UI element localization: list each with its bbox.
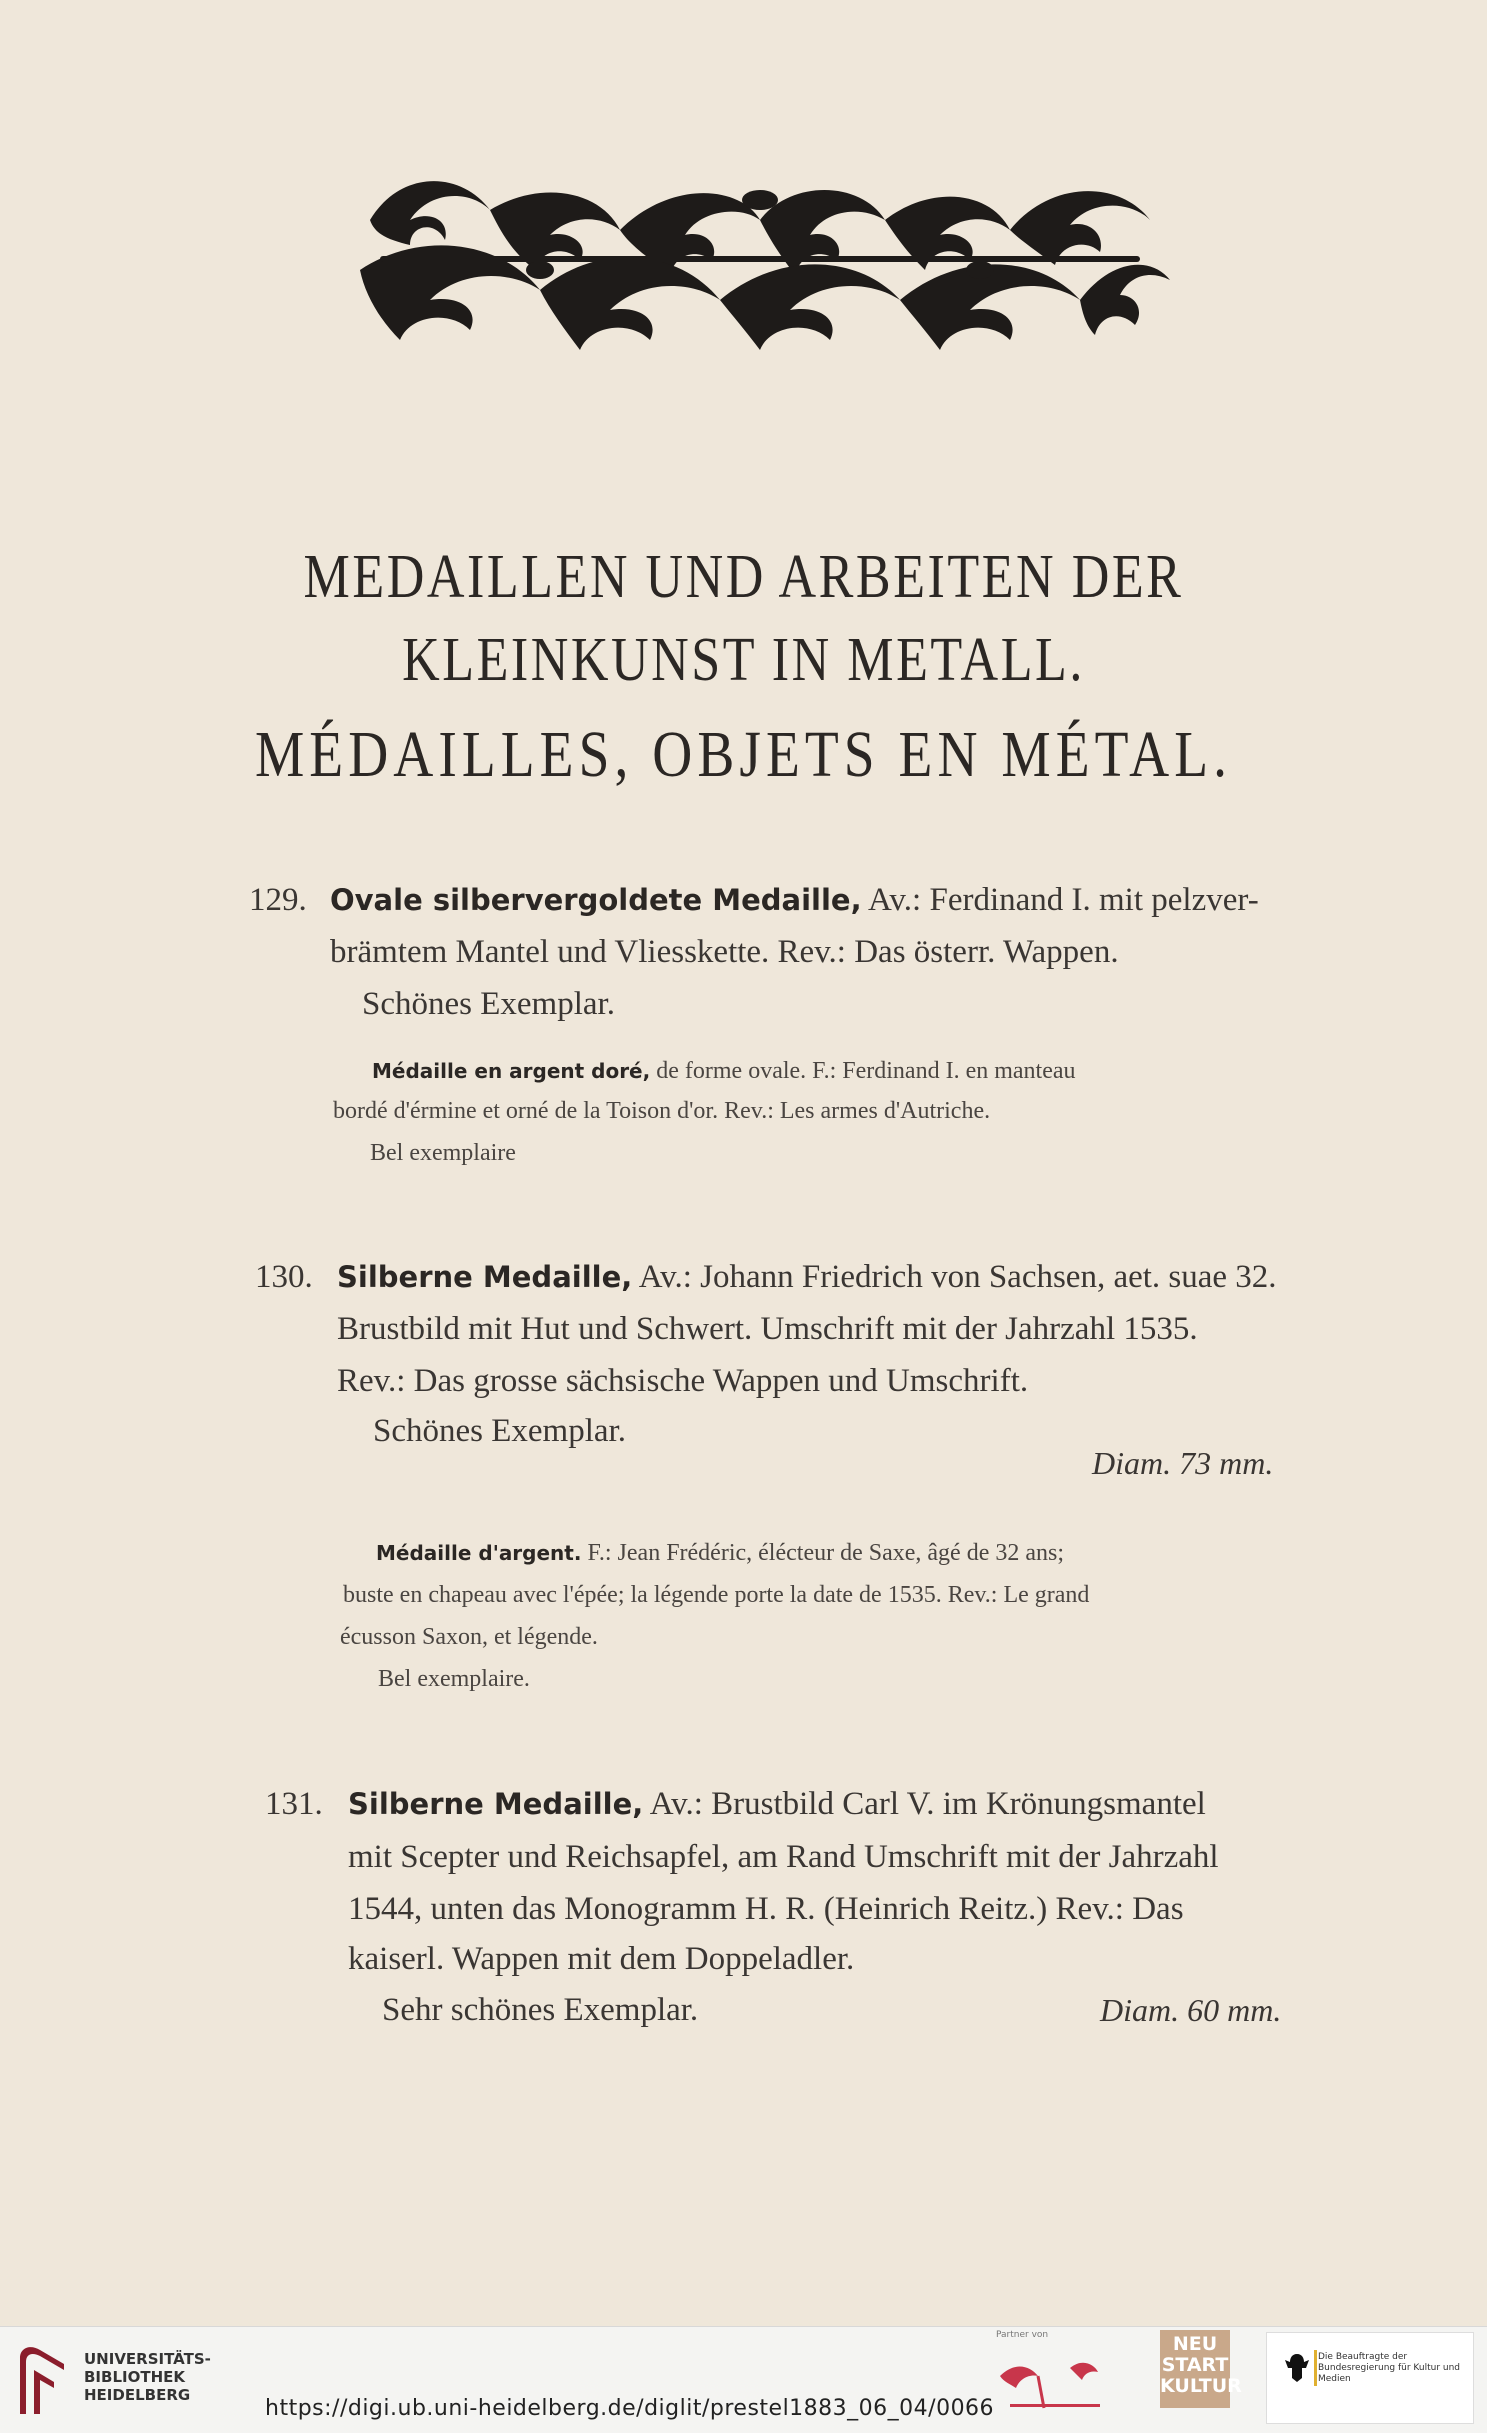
entry-text-line: kaiserl. Wappen mit dem Doppeladler.	[348, 1941, 855, 1977]
digital-library-logo-icon[interactable]	[990, 2346, 1130, 2416]
entry-number: 129.	[249, 882, 307, 918]
university-library-name[interactable]: UNIVERSITÄTS- BIBLIOTHEK HEIDELBERG	[84, 2350, 211, 2404]
university-logo-icon	[14, 2340, 70, 2420]
entry-french-title: Médaille en argent doré,	[372, 1059, 651, 1083]
entry-title: Ovale silbervergoldete Medaille,	[330, 883, 862, 917]
entry-text: Av.: Brustbild Carl V. im Krönungsmantel	[643, 1786, 1206, 1822]
entry-number: 131.	[265, 1786, 323, 1822]
page-url[interactable]: https://digi.ub.uni-heidelberg.de/diglit/prestel1883_06_04/0066	[265, 2396, 995, 2421]
entry-text-line: Bel exemplaire.	[378, 1666, 530, 1692]
entry-text-line: écusson Saxon, et légende.	[340, 1624, 598, 1650]
entry-text: Av.: Ferdinand I. mit pelzver-	[861, 882, 1259, 918]
entry-title: Silberne Medaille,	[348, 1787, 644, 1821]
heading-german-line2: KLEINKUNST IN METALL.	[402, 626, 1085, 694]
entry-number: 130.	[255, 1259, 313, 1295]
ornament-vignette	[340, 160, 1180, 360]
entry-text-line: Rev.: Das grosse sächsische Wappen und Umschrift.	[337, 1363, 1029, 1399]
entry-title: Silberne Medaille,	[337, 1260, 633, 1294]
entry-text-line: 1544, unten das Monogramm H. R. (Heinrich Reitz.) Rev.: Das	[348, 1891, 1184, 1927]
entry-french-title: Médaille d'argent.	[376, 1541, 582, 1565]
entry-text-line: Bel exemplaire	[370, 1140, 516, 1166]
entry-text-line: brämtem Mantel und Vliesskette. Rev.: Das österr. Wappen.	[330, 934, 1119, 970]
entry-text-line: Schönes Exemplar.	[373, 1413, 626, 1449]
entry-text-line	[337, 1250, 1277, 1305]
federal-eagle-icon	[1282, 2350, 1312, 2386]
entry-text-line: Médaille d'argent. F.: Jean Frédéric, élécteur de Saxe, âgé de 32 ans;	[376, 1540, 1065, 1566]
entry-text-line	[348, 1777, 1206, 1832]
neustart-kultur-label: NEU START KULTUR	[1160, 2333, 1242, 2397]
flag-stripe	[1314, 2350, 1317, 2386]
entry-text-line: mit Scepter und Reichsapfel, am Rand Umschrift mit der Jahrzahl	[348, 1839, 1219, 1875]
diameter-note: Diam. 73 mm.	[1092, 1445, 1274, 1481]
entry-text-line: Sehr schönes Exemplar.	[382, 1992, 699, 2028]
entry-text-line: buste en chapeau avec l'épée; la légende porte la date de 1535. Rev.: Le grand	[343, 1582, 1090, 1608]
heading-french: MÉDAILLES, OBJETS EN MÉTAL.	[254, 718, 1233, 791]
partner-label: Partner von	[996, 2330, 1049, 2340]
entry-text-line: Brustbild mit Hut und Schwert. Umschrift mit der Jahrzahl 1535.	[337, 1311, 1198, 1347]
heading-german-line1: MEDAILLEN UND ARBEITEN DER	[303, 543, 1184, 611]
entry-text: Av.: Johann Friedrich von Sachsen, aet. suae 32.	[632, 1259, 1277, 1295]
entry-text-line: Médaille en argent doré, de forme ovale. F.: Ferdinand I. en manteau	[372, 1058, 1076, 1084]
entry-text-line	[330, 873, 1259, 928]
entry-text-line: bordé d'érmine et orné de la Toison d'or. Rev.: Les armes d'Autriche.	[333, 1098, 991, 1124]
diameter-note: Diam. 60 mm.	[1100, 1992, 1282, 2028]
entry-text-line: Schönes Exemplar.	[362, 986, 615, 1022]
federal-commissioner-text: Die Beauftragte der Bundesregierung für Kultur und Medien	[1318, 2352, 1461, 2384]
